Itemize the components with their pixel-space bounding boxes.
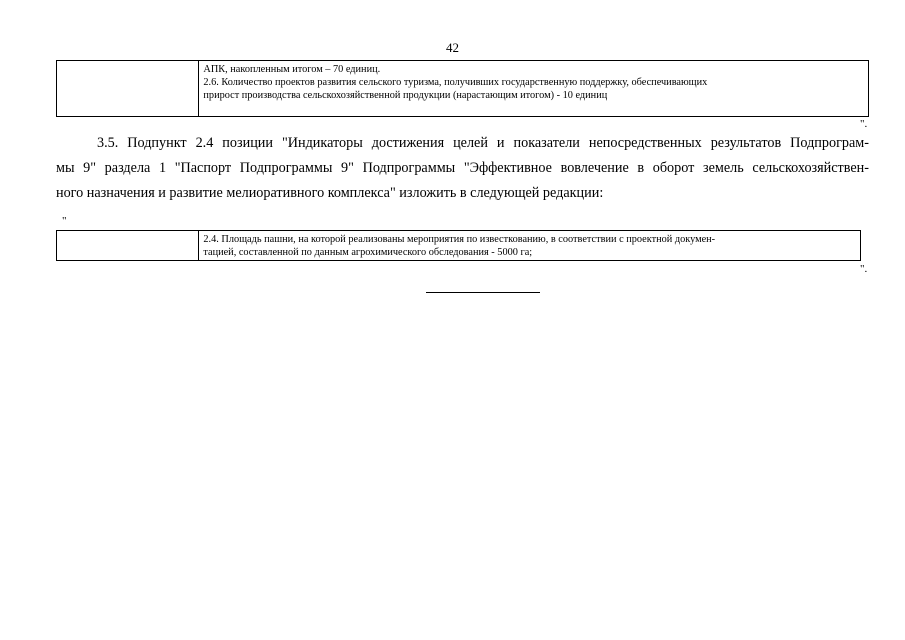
table-text-line: прирост производства сельскохозяйственной продукции (нарастающим итогом) - 10 единиц — [203, 90, 608, 101]
table-right-cell — [199, 231, 860, 260]
continuation-table — [56, 60, 869, 117]
table-left-cell — [57, 61, 199, 116]
paragraph-line: ного назначения и развитие мелиоративного комплекса" изложить в следующей редакции: — [56, 185, 604, 201]
closing-quote-2: ". — [860, 263, 868, 275]
table-text-line: АПК, накопленным итогом – 70 единиц. — [203, 64, 381, 75]
end-rule — [426, 292, 540, 293]
table-left-cell — [57, 231, 199, 260]
page-number: 42 — [446, 40, 459, 55]
paragraph-line: мы 9" раздела 1 "Паспорт Подпрограммы 9" Подпрограммы "Эффективное вовлечение в оборот земель сельскохозяйствен- — [56, 160, 869, 176]
table-text-line: 2.6. Количество проектов развития сельского туризма, получивших государственную поддержку, обеспечивающих — [203, 77, 708, 88]
table-text-line: тацией, составленной по данным агрохимического обследования - 5000 га; — [203, 247, 533, 258]
new-edition-table — [56, 230, 861, 261]
table-right-cell — [199, 61, 868, 116]
paragraph-line: 3.5. Подпункт 2.4 позиции "Индикаторы достижения целей и показатели непосредственных результатов Подпрограм- — [97, 135, 869, 151]
closing-quote-1: ". — [860, 118, 868, 130]
table-text-line: 2.4. Площадь пашни, на которой реализованы мероприятия по известкованию, в соответствии с проектной докумен- — [203, 234, 716, 245]
amendment-paragraph — [56, 131, 869, 206]
opening-quote: " — [62, 215, 67, 227]
